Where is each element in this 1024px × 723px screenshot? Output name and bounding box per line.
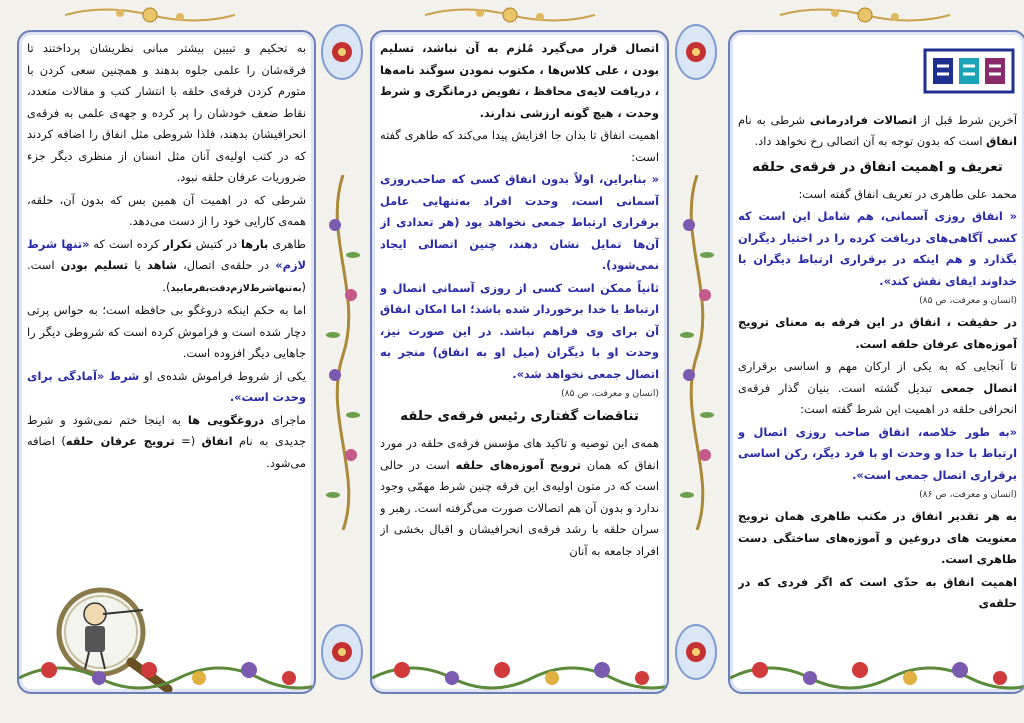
text: قرار می‌گیرد مُلزم به آن نباشد، تسلیم بودن ، علی کلاس‌ها ، مکتوب نمودن سوگند نامه‌ها ، دریافت لایه‌ی محافظ ، تفویض درمانگری و شرط وحدت ، هیچ گونه ارزشی ندارند.	[380, 41, 659, 120]
brochure-panel-left	[17, 30, 316, 694]
text: یا	[128, 258, 148, 272]
top-ornament-middle	[420, 4, 600, 26]
rosette-ornament	[672, 22, 720, 82]
paragraph: به تحکیم و تبیین بیشتر مبانی نظریشان پرداختند تا فرقه‌شان را علمی جلوه بدهند و همچنین سعی کردن با متورم کردن فرقه‌ی حلقه با انتشار کتب و مقالات متعدد، نقاط ضعف خودشان را پر کرده و جهه‌ی علمی به فرقه‌ی انحرافیشان بدهند، فلذا شروطی مثل انفاق را اضافه کردند که در کتب اولیه‌ی آنان مثل انسان از منظری دیگر جزء ضروریات عرفان حلقه نبود.	[27, 41, 306, 184]
quote: شرط «آمادگی برای وحدت است».	[27, 368, 306, 404]
text: است که بدون توجه به آن اتصالی رخ نخواهد داد.	[754, 134, 987, 148]
bold-text: ترویج آموزه‌های حلقه	[455, 457, 581, 472]
text: ماجرای	[264, 412, 306, 427]
floral-border-bottom	[730, 648, 1024, 692]
paragraph	[27, 410, 306, 475]
paragraph	[27, 234, 306, 300]
quote: ثانیاً ممکن است کسی از روزی آسمانی اتصال و ارتباط با خدا برخوردار شده باشد؛ اما امکان انفاق آن برای وی فراهم نباشد. در این صورت نیز، وحدت او با دیگران (میل او به انفاق) منجر به اتصال جمعی نخواهد شد».	[380, 280, 659, 381]
paragraph	[380, 38, 659, 124]
text: به اینجا ختم نمی‌شود و شرط جدیدی به نام	[27, 412, 306, 448]
rosette-ornament	[318, 622, 366, 682]
text: آخرین شرط قبل از	[916, 112, 1017, 127]
bold-text: دروغگویی ها	[187, 412, 265, 427]
bold-text: اتصال جمعی	[940, 380, 1017, 395]
floral-vine-ornament	[677, 175, 717, 530]
paragraph: اهمیت انفاق به حدّی است که اگر فردی که در حلقه‌ی	[738, 574, 1017, 610]
panel-text-column	[738, 38, 1017, 644]
text: است. (	[27, 258, 306, 294]
panel-text-column	[27, 38, 306, 644]
bold-text: شاهد	[147, 258, 177, 272]
text: ) اضافه می‌شود.	[27, 434, 306, 470]
top-ornament-right	[775, 4, 955, 26]
paragraph: اهمیت انفاق تا بدان جا افزایش پیدا می‌کند که طاهری گفته است:	[380, 128, 659, 164]
rosette-ornament	[318, 22, 366, 82]
top-ornament-left	[60, 4, 240, 26]
text: (=	[174, 434, 202, 448]
paragraph	[738, 110, 1017, 153]
paragraph	[380, 433, 659, 562]
floral-border-bottom	[372, 648, 667, 692]
citation: (انسان و معرفت، ص ۸۵)	[561, 388, 659, 399]
panel-text-column	[380, 38, 659, 644]
section-heading: تناقضات گفتاری رئیس فرقه‌ی حلقه	[400, 409, 639, 424]
bismillah-calligraphy-logo	[921, 46, 1017, 96]
floral-vine-ornament	[323, 175, 363, 530]
brochure-panel-right	[728, 30, 1024, 694]
bold-text: ترویج عرفان حلقه	[65, 434, 175, 448]
paragraph: شرطی که در اهمیت آن همین بس که بدون آن، حلقه، همه‌ی کارایی خود را از دست می‌دهد.	[27, 192, 306, 228]
bold-text: اتصال	[625, 41, 659, 55]
text: همه‌ی این توصیه و تاکید های مؤسس فرقه‌ی حلقه در مورد انفاق که همان	[380, 436, 659, 472]
text: در کتبش	[191, 236, 242, 251]
bold-text: تکرار	[163, 236, 192, 251]
citation: (انسان و معرفت، ص ۸۶)	[919, 489, 1017, 500]
bold-text: تسلیم بودن	[60, 258, 129, 272]
paragraph	[27, 366, 306, 409]
paragraph: به هر تقدیر انفاق در مکتب طاهری همان ترویج معنویت های دروغین و آموزه‌های ساختگی دست طاهری است.	[738, 509, 1017, 566]
text: در حلقه‌ی اتصال،	[177, 258, 276, 272]
text: طاهری	[268, 236, 306, 251]
quote: «تنها شرط لازم»	[27, 236, 306, 272]
bold-text: به‌تنهاشرط‌لازم‌دقت‌بفرمایید	[170, 282, 302, 294]
text: تبدیل گشته است. بنیان گذار فرقه‌ی انحرافی حلقه در اهمیت این شرط گفته است:	[738, 380, 1017, 416]
brochure-panel-middle	[370, 30, 669, 694]
rosette-ornament	[672, 622, 720, 682]
text: شرطی به نام	[738, 112, 810, 127]
bold-text: انفاق	[201, 434, 233, 448]
paragraph: اما به حکم اینکه دروغگو بی حافظه است؛ به حواس پرتی دچار شده است و فراموش کرده است که شروطی دیگر را جاهایی دیگر افزوده است.	[27, 303, 306, 360]
text: است در حالی است که در متون اولیه‌ی این فرقه چنین شرط مهمّی وجود ندارد و بدون آن هم اتصالات صورت می‌گرفته است. رهبر و سران حلقه با رشد فرقه‌ی انحرافیشان و اقبال بخشی از افراد جامعه به آنان	[380, 457, 659, 558]
bold-text: بارها	[241, 236, 269, 251]
bold-text: انفاق	[986, 134, 1017, 148]
section-heading: تعریف و اهمیت انفاق در فرقه‌ی حلقه	[752, 159, 1003, 175]
paragraph: محمد علی طاهری در تعریف انفاق گفته است:	[798, 186, 1017, 201]
paragraph: در حقیقت ، انفاق در این فرقه به معنای ترویج آموزه‌های عرفان حلقه است.	[738, 315, 1017, 351]
text: کرده است که	[89, 236, 164, 251]
quote: « بنابراین، اولاً بدون انفاق کسی که صاحب‌روزی آسمانی است، وحدت افراد به‌تنهایی عامل برقراری ارتباط جمعی نخواهد بود (هر تعدادی از آن‌ها تمایل نشان دهند، چنین اتصالی ایجاد نمی‌شود).	[380, 172, 659, 272]
text: ).	[162, 279, 171, 294]
citation: (انسان و معرفت، ص ۸۵)	[919, 295, 1017, 306]
bold-text: اتصالات فرادرمانی	[809, 112, 917, 127]
text: تا آنجایی که به یکی از ارکان مهم و اساسی برقراری	[738, 359, 1017, 373]
floral-border-bottom	[19, 648, 314, 692]
quote: « انفاق روزی آسمانی، هم شامل این است که کسی آگاهی‌های دریافت کرده را در اختیار دیگران بگذارد و هم اینکه در برقراری ارتباط دیگران با خداوند ایفای نقش کند».	[738, 209, 1017, 288]
paragraph	[738, 356, 1017, 421]
quote: «به طور خلاصه، انفاق صاحب روزی اتصال و ارتباط با خدا و وحدت او با فرد دیگر، رکن اساسی برقراری اتصال جمعی است».	[738, 424, 1017, 482]
text: یکی از شروط فراموش شده‌ی او	[139, 368, 306, 383]
